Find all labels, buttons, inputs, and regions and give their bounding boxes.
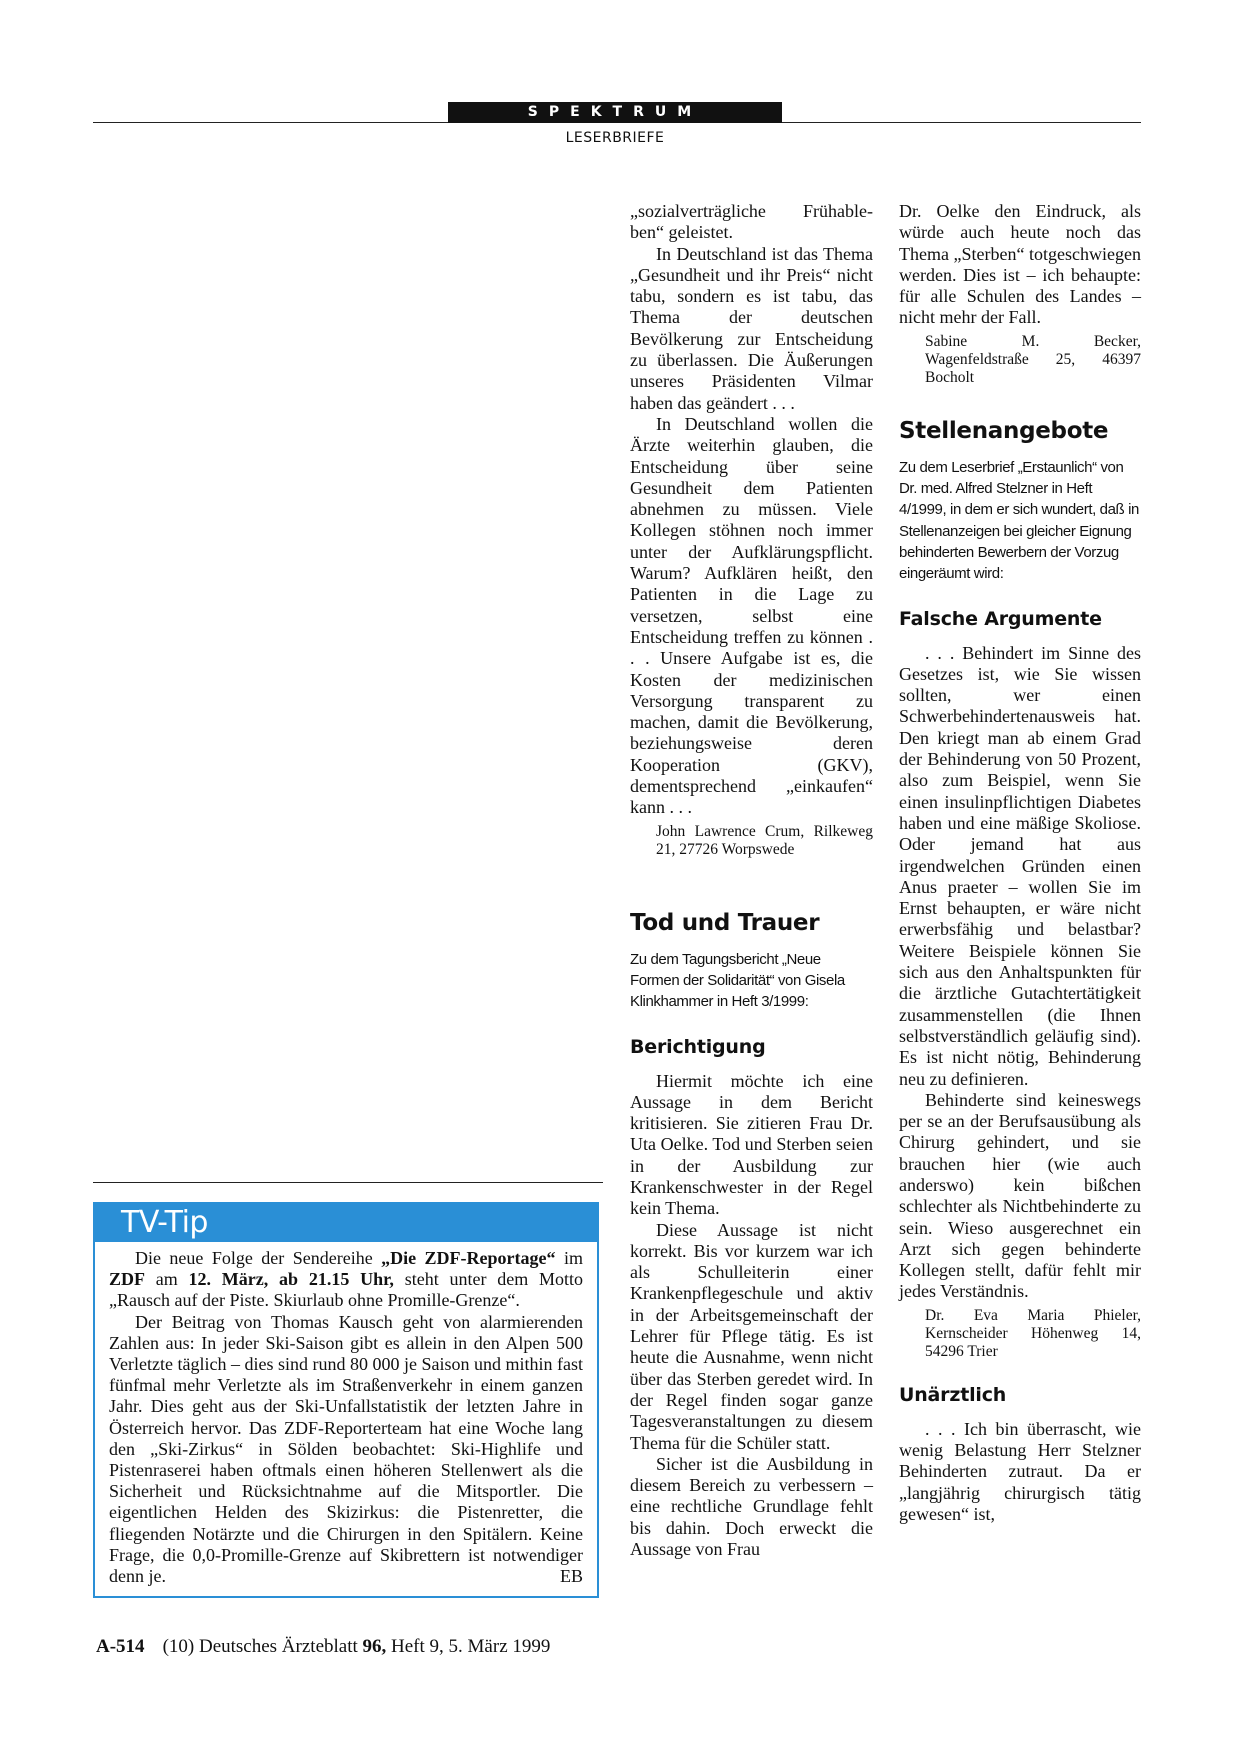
letter-intro: Zu dem Leserbrief „Erstaunlich“ von Dr. med. Alfred Stelzner in Heft 4/1999, in dem er sich wundert, daß in Stellenanzeigen bei gleicher Eignung behinderten Bewerbern der Vorzug eingeräumt wird:	[899, 458, 1139, 583]
section-label: SPEKTRUM	[448, 102, 782, 123]
tv-tip-paragraph	[109, 1312, 583, 1588]
paragraph: Dr. Oelke den Eindruck, als würde auch heute noch das Thema „Sterben“ totgeschwiegen werden. Dies ist – ich behaupte: für alle Schulen des Landes – nicht mehr der Fall.	[899, 201, 1141, 328]
letter-signature: Sabine M. Becker, Wagenfeldstraße 25, 46397 Bocholt	[925, 332, 1141, 386]
tv-tip-paragraph	[109, 1248, 583, 1312]
channel-name: ZDF	[109, 1269, 145, 1290]
paragraph: In Deutschland ist das Thema „Gesundheit und ihr Preis“ nicht tabu, sondern es ist tabu, das Thema der deutschen Bevölkerung zur Entscheidung zu überlassen. Die Äußerungen unseres Präsidenten Vilmar haben das geändert . . .	[630, 243, 873, 413]
paragraph: Diese Aussage ist nicht korrekt. Bis vor kurzem war ich als Schulleiterin einer Krankenpflegeschule und aktiv in der Arbeitsgemeinschaft der Lehrer für Pflege tätig. Es ist heute die Ausnahme, wenn nicht über das Sterben geredet wird. In der Regel finden sogar ganze Tagesveranstaltungen zu diesem Thema für die Schüler statt.	[630, 1219, 873, 1453]
subsection-label: LESERBRIEFE	[565, 130, 665, 146]
letter-signature: John Lawrence Crum, Rilkeweg 21, 27726 Worpswede	[656, 822, 873, 858]
tv-tip-title: TV-Tip	[95, 1204, 597, 1242]
volume-number: 96,	[362, 1636, 387, 1657]
author-initials: EB	[559, 1566, 583, 1587]
text: Der Beitrag von Thomas Kausch geht von alarmierenden Zahlen aus: In jeder Ski-Saison gibt es allein in den Alpen 500 Verletzte täglich – dies sind rund 80 000 je Saison und mithin fast fünfmal mehr Verletzte als im Straßenverkehr in einem ganzen Jahr. Dies geht aus der Ski-Unfallstatistik der letzten Jahre in Österreich hervor. Das ZDF-Reporterteam hat eine Woche lang den „Ski-Zirkus“ in Sölden beobachtet: Ski-Highlife und Pistenraserei haben oftmals einen höheren Stellenwert als die Sicherheit und Rücksichtnahme auf die Mitsportler. Die eigentlichen Helden des Skizirkus: die Pistenretter, die fliegenden Notärzte und die Chirurgen in den Spitälern. Keine Frage, die 0,0-Promille-Grenze auf Skibrettern ist notwendiger denn je.	[109, 1311, 583, 1587]
page-number: A-514	[96, 1636, 145, 1657]
letter-intro: Zu dem Tagungsbericht „Neue Formen der Solidarität“ von Gisela Klinkhammer in Heft 3/1999:	[630, 950, 845, 1011]
column-right	[899, 201, 1141, 1525]
tv-tip-body	[109, 1248, 583, 1587]
paragraph: . . . Behindert im Sinne des Gesetzes ist, wie Sie wissen sollten, wer einen Schwerbehindertenausweis hat. Den kriegt man ab einem Grad der Behinderung von 50 Prozent, also zum Beispiel, wenn Sie einen insulinpflichtigen Diabetes haben und eine mäßige Skoliose. Oder jemand hat aus irgendwelchen Gründen einen Anus praeter – wollen Sie im Ernst behaupten, er wäre nicht erwerbsfähig und belastbar? Weitere Beispiele können Sie sich aus den Anhaltspunkten für die ärztliche Gutachtertätigkeit zusammenstellen (die Ihnen selbstverständlich geläufig sind). Es ist nicht nötig, Behinderung neu zu definieren.	[899, 642, 1141, 1089]
letter-signature: Dr. Eva Maria Phieler, Kernscheider Höhenweg 14, 54296 Trier	[925, 1306, 1141, 1360]
section-heading: Stellenangebote	[899, 417, 1109, 444]
tv-tip-box	[93, 1202, 599, 1598]
letter-heading: Falsche Argumente	[899, 607, 1102, 630]
broadcast-time: 12. März, ab 21.15 Uhr,	[188, 1269, 394, 1290]
paragraph: Sicher ist die Ausbildung in diesem Bereich zu verbessern – eine rechtliche Grundlage fehlt bis dahin. Doch erweckt die Aussage von Frau	[630, 1453, 873, 1560]
column-middle	[630, 201, 873, 1560]
paragraph: „sozialverträgliche Frühable-ben“ geleistet.	[630, 201, 873, 243]
tv-tip-rule	[93, 1182, 603, 1183]
letter-heading: Berichtigung	[630, 1035, 766, 1058]
letter-heading: Unärztlich	[899, 1383, 1007, 1406]
page-footer	[96, 1636, 550, 1658]
paragraph: In Deutschland wollen die Ärzte weiterhin glauben, die Entscheidung über seine Gesundheit dem Patienten abnehmen zu müssen. Viele Kollegen stöhnen noch immer unter der Aufklärungspflicht. Warum? Aufklären heißt, den Patienten in die Lage zu versetzen, selbst eine Entscheidung treffen zu können . . . Unsere Aufgabe ist es, die Kosten der medizinischen Versorgung transparent zu machen, damit die Bevölkerung, beziehungsweise deren Kooperation (GKV), dementsprechend „einkaufen“ kann . . .	[630, 413, 873, 818]
paragraph: Behinderte sind keineswegs per se an der Berufsausübung als Chirurg gehindert, und sie brauchen hier (wie auch anderswo) kein bißchen schlechter als Nichtbehinderte zu sein. Wieso ausgerechnet ein Arzt sich gegen behinderte Kollegen stellt, dafür fehlt mir jedes Verständnis.	[899, 1089, 1141, 1302]
text: Die neue Folge der Sendereihe	[135, 1248, 382, 1268]
text: im	[555, 1248, 583, 1268]
section-heading: Tod und Trauer	[630, 909, 820, 936]
text: steht unter dem Motto „Rausch auf der Piste. Skiurlaub ohne Promille-Grenze“.	[109, 1269, 583, 1311]
paragraph: . . . Ich bin überrascht, wie wenig Belastung Herr Stelzner Behinderten zutraut. Da er „langjährig chirurgisch tätig gewesen“ ist,	[899, 1418, 1141, 1524]
citation-text: Heft 9, 5. März 1999	[386, 1636, 551, 1657]
program-name: „Die ZDF-Reportage“	[381, 1248, 556, 1268]
paragraph: Hiermit möchte ich eine Aussage in dem Bericht kritisieren. Sie zitieren Frau Dr. Uta Oelke. Tod und Sterben seien in der Ausbildung zur Krankenschwester in der Regel kein Thema.	[630, 1070, 873, 1219]
citation-text: (10) Deutsches Ärzteblatt	[162, 1636, 363, 1657]
text: am	[145, 1269, 189, 1290]
